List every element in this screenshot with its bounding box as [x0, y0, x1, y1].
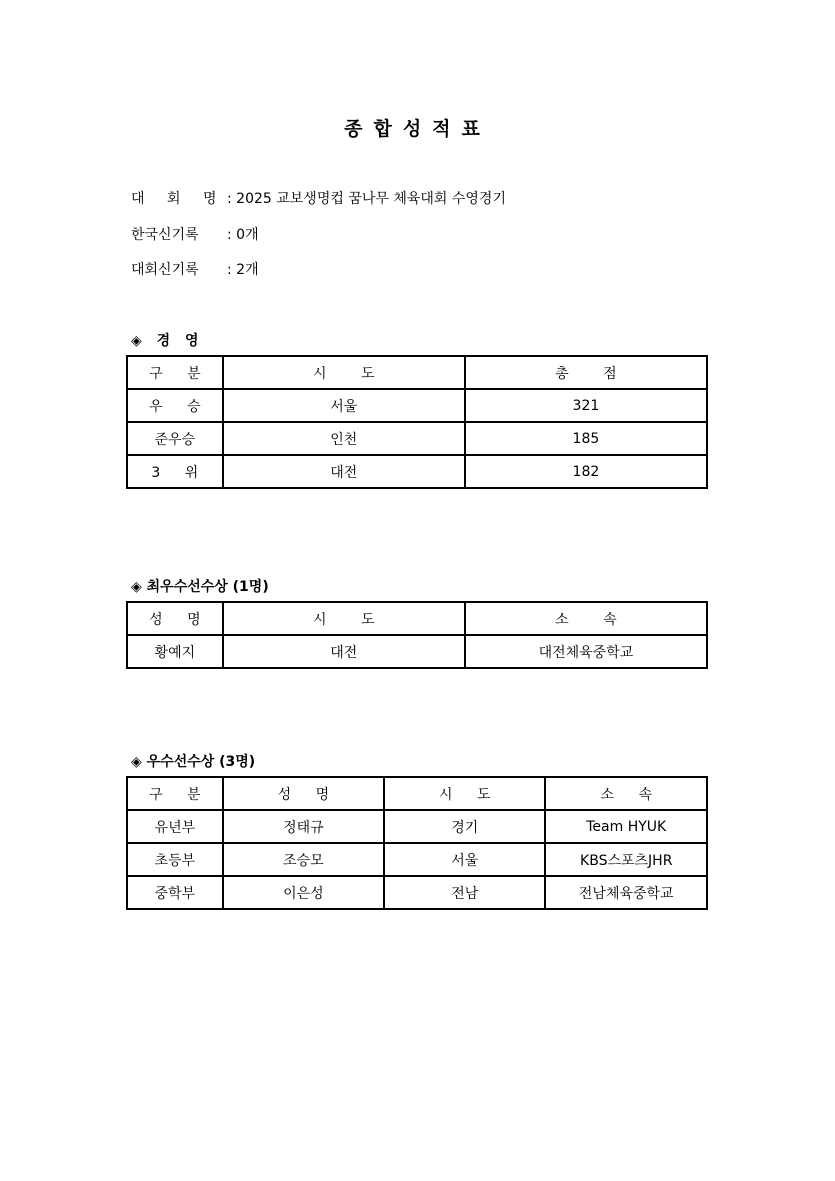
cell: 정태규: [223, 810, 384, 843]
info-label: 한국신기록: [131, 227, 199, 243]
cell: 대전: [223, 635, 465, 668]
section-heading-team: ◈ 경 영: [131, 333, 199, 349]
cell: 서울: [223, 389, 465, 422]
cell: 이은성: [223, 876, 384, 909]
cell: 인천: [223, 422, 465, 455]
excellent-athletes-table: [126, 776, 708, 910]
info-row-meet-record: [131, 259, 259, 279]
cell: 준우승: [127, 422, 223, 455]
cell: 대전: [223, 455, 465, 488]
cell: 유년부: [127, 810, 223, 843]
cell: 황예지: [127, 635, 223, 668]
table-row: [127, 635, 707, 668]
info-value: : 2개: [227, 262, 259, 278]
header-cell: 시 도: [223, 356, 465, 389]
table-row: [127, 876, 707, 909]
cell: 182: [465, 455, 707, 488]
table-row: [127, 455, 707, 488]
header-cell: 성 명: [127, 602, 223, 635]
info-label: 대 회 명: [131, 191, 217, 207]
cell: 서울: [384, 843, 545, 876]
header-cell: 시 도: [223, 602, 465, 635]
section-heading-mvp: ◈ 최우수선수상 (1명): [131, 579, 269, 595]
cell: 3 위: [127, 455, 223, 488]
info-label: 대회신기록: [131, 262, 199, 278]
header-cell: 소 속: [545, 777, 707, 810]
header-cell: 총 점: [465, 356, 707, 389]
cell: 대전체육중학교: [465, 635, 707, 668]
info-row-korean-record: [131, 224, 259, 244]
info-row-event: [131, 188, 506, 208]
cell: 우 승: [127, 389, 223, 422]
table-row: [127, 389, 707, 422]
table-header-row: [127, 602, 707, 635]
cell: 초등부: [127, 843, 223, 876]
section-heading-excellent: ◈ 우수선수상 (3명): [131, 754, 256, 770]
table-row: [127, 810, 707, 843]
table-row: [127, 422, 707, 455]
cell: 전남체육중학교: [545, 876, 707, 909]
table-header-row: [127, 777, 707, 810]
cell: Team HYUK: [545, 810, 707, 843]
header-cell: 시 도: [384, 777, 545, 810]
cell: 중학부: [127, 876, 223, 909]
header-cell: 소 속: [465, 602, 707, 635]
header-cell: 성 명: [223, 777, 384, 810]
table-header-row: [127, 356, 707, 389]
header-cell: 구 분: [127, 356, 223, 389]
cell: KBS스포츠JHR: [545, 843, 707, 876]
header-cell: 구 분: [127, 777, 223, 810]
cell: 185: [465, 422, 707, 455]
page-title: 종합성적표: [344, 118, 491, 140]
info-value: : 0개: [227, 227, 259, 243]
mvp-table: [126, 601, 708, 669]
cell: 전남: [384, 876, 545, 909]
cell: 321: [465, 389, 707, 422]
cell: 조승모: [223, 843, 384, 876]
team-standings-table: [126, 355, 708, 489]
table-row: [127, 843, 707, 876]
info-value: : 2025 교보생명컵 꿈나무 체육대회 수영경기: [227, 191, 506, 207]
cell: 경기: [384, 810, 545, 843]
